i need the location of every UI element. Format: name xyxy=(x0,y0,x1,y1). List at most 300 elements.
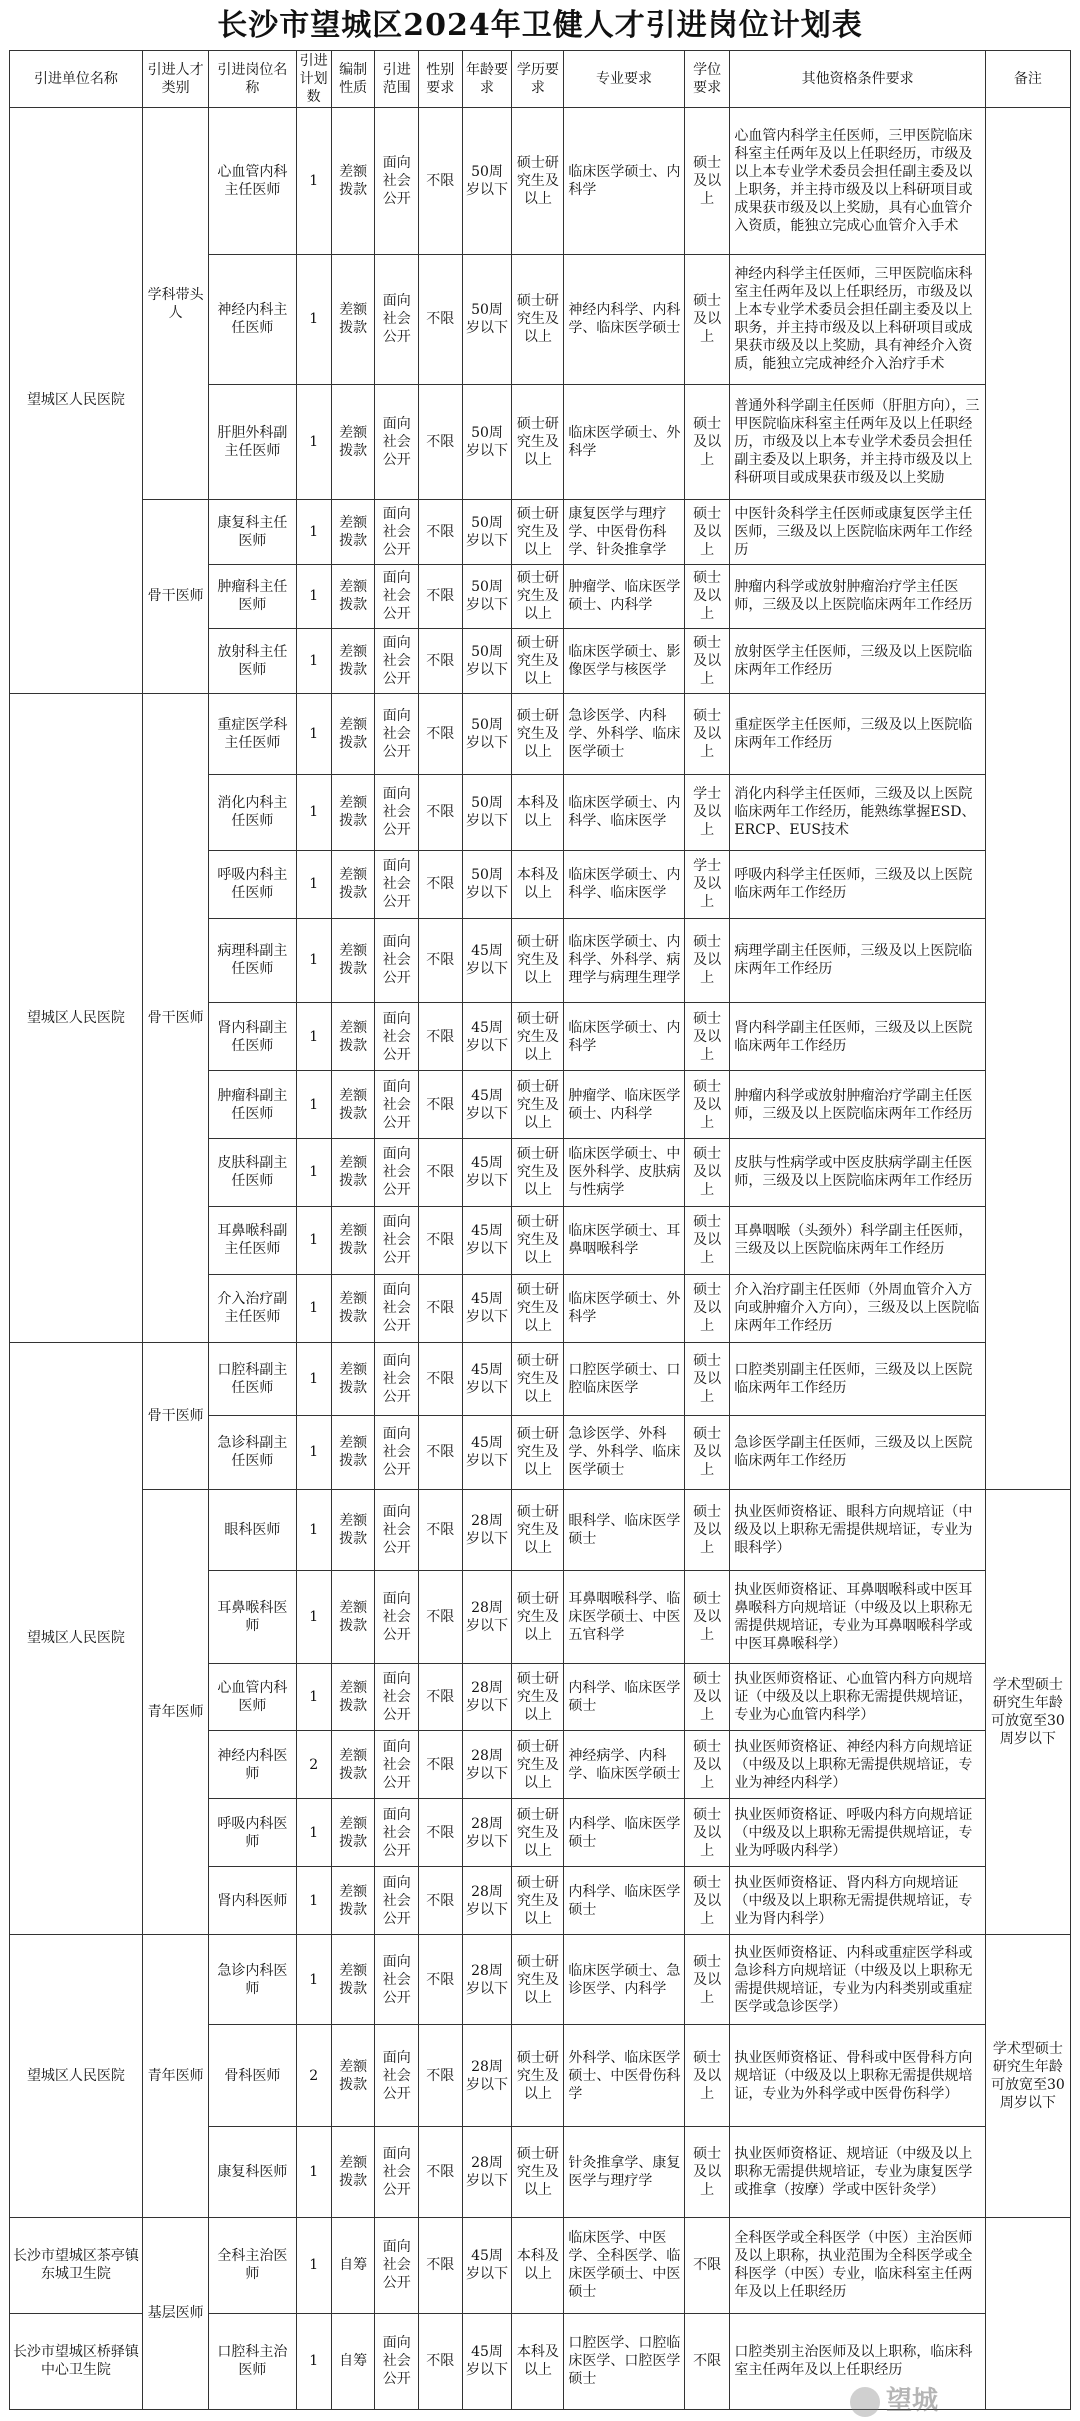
requirements-cell: 口腔类别主治医师及以上职称，临床科室主任两年及以上任职经历 xyxy=(730,2313,985,2409)
category-cell: 骨干医师 xyxy=(142,500,208,693)
account-logo-icon xyxy=(850,2387,880,2417)
number-cell: 1 xyxy=(296,2217,331,2313)
header-cell: 编制性质 xyxy=(331,51,375,108)
requirements-cell: 执业医师资格证、内科或重症医学科或急诊科方向规培证（中级及以上职称无需提供规培证，专业为内科类别或重症医学或急诊医学） xyxy=(730,1934,985,2024)
requirements-cell: 口腔类别副主任医师，三级及以上医院临床两年工作经历 xyxy=(730,1342,985,1415)
post-cell: 眼科医师 xyxy=(209,1489,296,1570)
gender-cell: 不限 xyxy=(419,1731,463,1799)
education-cell: 本科及以上 xyxy=(512,850,564,918)
staffing-cell: 差额拨款 xyxy=(331,1663,375,1731)
age-cell: 45周岁以下 xyxy=(462,1342,512,1415)
unit-cell: 长沙市望城区茶亭镇东城卫生院 xyxy=(10,2217,143,2313)
staffing-cell: 差额拨款 xyxy=(331,1003,375,1071)
major-cell: 口腔医学硕士、口腔临床医学 xyxy=(564,1342,684,1415)
age-cell: 50周岁以下 xyxy=(462,500,512,564)
major-cell: 急诊医学、外科学、外科学、临床医学硕士 xyxy=(564,1416,684,1489)
table-row xyxy=(10,2217,1071,2313)
header-cell: 引进单位名称 xyxy=(10,51,143,108)
gender-cell: 不限 xyxy=(419,1799,463,1867)
watermark: 望城 xyxy=(850,2380,938,2417)
age-cell: 28周岁以下 xyxy=(462,1731,512,1799)
category-cell: 骨干医师 xyxy=(142,1342,208,1489)
gender-cell: 不限 xyxy=(419,384,463,499)
age-cell: 50周岁以下 xyxy=(462,564,512,628)
gender-cell: 不限 xyxy=(419,1071,463,1139)
number-cell: 1 xyxy=(296,2127,331,2217)
number-cell: 1 xyxy=(296,850,331,918)
age-cell: 28周岁以下 xyxy=(462,1867,512,1935)
header-cell: 引进计划数 xyxy=(296,51,331,108)
major-cell: 临床医学、中医学、全科医学、临床医学硕士、中医硕士 xyxy=(564,2217,684,2313)
number-cell: 1 xyxy=(296,1570,331,1663)
staffing-cell: 差额拨款 xyxy=(331,693,375,774)
major-cell: 内科学、临床医学硕士 xyxy=(564,1799,684,1867)
age-cell: 50周岁以下 xyxy=(462,693,512,774)
scope-cell: 面向社会公开 xyxy=(375,1139,419,1207)
post-cell: 介入治疗副主任医师 xyxy=(209,1274,296,1342)
education-cell: 硕士研究生及以上 xyxy=(512,1342,564,1415)
number-cell: 1 xyxy=(296,775,331,851)
post-cell: 耳鼻喉科副主任医师 xyxy=(209,1206,296,1274)
post-cell: 心血管内科医师 xyxy=(209,1663,296,1731)
age-cell: 45周岁以下 xyxy=(462,1003,512,1071)
table-title: 长沙市望城区2024年卫健人才引进岗位计划表 xyxy=(217,8,863,43)
number-cell: 1 xyxy=(296,1206,331,1274)
post-cell: 呼吸内科主任医师 xyxy=(209,850,296,918)
staffing-cell: 差额拨款 xyxy=(331,918,375,1003)
degree-cell: 硕士及以上 xyxy=(684,1139,730,1207)
age-cell: 50周岁以下 xyxy=(462,108,512,255)
degree-cell: 硕士及以上 xyxy=(684,1274,730,1342)
post-cell: 肿瘤科副主任医师 xyxy=(209,1071,296,1139)
requirements-cell: 消化内科学主任医师，三级及以上医院临床两年工作经历，能熟练掌握ESD、ERCP、EUS技术 xyxy=(730,775,985,851)
table-row xyxy=(10,108,1071,255)
scope-cell: 面向社会公开 xyxy=(375,2025,419,2127)
category-cell: 青年医师 xyxy=(142,1934,208,2217)
age-cell: 50周岁以下 xyxy=(462,254,512,384)
requirements-cell: 普通外科学副主任医师（肝胆方向），三甲医院临床科室主任两年及以上任职经历，市级及以上本专业学术委员会担任副主委及以上职务，并主持市级及以上科研项目或成果获市级及以上奖励 xyxy=(730,384,985,499)
age-cell: 45周岁以下 xyxy=(462,918,512,1003)
gender-cell: 不限 xyxy=(419,1003,463,1071)
education-cell: 硕士研究生及以上 xyxy=(512,1570,564,1663)
staffing-cell: 差额拨款 xyxy=(331,850,375,918)
degree-cell: 硕士及以上 xyxy=(684,1071,730,1139)
major-cell: 康复医学与理疗学、中医骨伤科学、针灸推拿学 xyxy=(564,500,684,564)
education-cell: 硕士研究生及以上 xyxy=(512,1867,564,1935)
post-cell: 全科主治医师 xyxy=(209,2217,296,2313)
age-cell: 50周岁以下 xyxy=(462,850,512,918)
scope-cell: 面向社会公开 xyxy=(375,1731,419,1799)
staffing-cell: 差额拨款 xyxy=(331,1206,375,1274)
major-cell: 临床医学硕士、内科学 xyxy=(564,1003,684,1071)
post-cell: 口腔科副主任医师 xyxy=(209,1342,296,1415)
scope-cell: 面向社会公开 xyxy=(375,1934,419,2024)
age-cell: 28周岁以下 xyxy=(462,1799,512,1867)
scope-cell: 面向社会公开 xyxy=(375,1570,419,1663)
post-cell: 皮肤科副主任医师 xyxy=(209,1139,296,1207)
unit-cell: 望城区人民医院 xyxy=(10,693,143,1342)
major-cell: 临床医学硕士、影像医学与核医学 xyxy=(564,629,684,693)
major-cell: 眼科学、临床医学硕士 xyxy=(564,1489,684,1570)
gender-cell: 不限 xyxy=(419,1274,463,1342)
degree-cell: 硕士及以上 xyxy=(684,1003,730,1071)
education-cell: 硕士研究生及以上 xyxy=(512,629,564,693)
scope-cell: 面向社会公开 xyxy=(375,1416,419,1489)
age-cell: 28周岁以下 xyxy=(462,2025,512,2127)
major-cell: 针灸推拿学、康复医学与理疗学 xyxy=(564,2127,684,2217)
post-cell: 急诊内科医师 xyxy=(209,1934,296,2024)
number-cell: 1 xyxy=(296,1663,331,1731)
gender-cell: 不限 xyxy=(419,1342,463,1415)
gender-cell: 不限 xyxy=(419,1489,463,1570)
education-cell: 硕士研究生及以上 xyxy=(512,2025,564,2127)
age-cell: 45周岁以下 xyxy=(462,1139,512,1207)
major-cell: 临床医学硕士、内科学 xyxy=(564,108,684,255)
table-row xyxy=(10,693,1071,774)
gender-cell: 不限 xyxy=(419,1206,463,1274)
number-cell: 1 xyxy=(296,1867,331,1935)
number-cell: 1 xyxy=(296,384,331,499)
education-cell: 硕士研究生及以上 xyxy=(512,108,564,255)
header-cell: 学历要求 xyxy=(512,51,564,108)
post-cell: 耳鼻喉科医师 xyxy=(209,1570,296,1663)
degree-cell: 硕士及以上 xyxy=(684,1934,730,2024)
staffing-cell: 差额拨款 xyxy=(331,108,375,255)
education-cell: 硕士研究生及以上 xyxy=(512,1416,564,1489)
post-cell: 消化内科主任医师 xyxy=(209,775,296,851)
requirements-cell: 皮肤与性病学或中医皮肤病学副主任医师，三级及以上医院临床两年工作经历 xyxy=(730,1139,985,1207)
staffing-cell: 自筹 xyxy=(331,2313,375,2409)
age-cell: 45周岁以下 xyxy=(462,1416,512,1489)
degree-cell: 硕士及以上 xyxy=(684,1206,730,1274)
age-cell: 45周岁以下 xyxy=(462,1274,512,1342)
education-cell: 硕士研究生及以上 xyxy=(512,1274,564,1342)
header-cell: 专业要求 xyxy=(564,51,684,108)
number-cell: 1 xyxy=(296,564,331,628)
scope-cell: 面向社会公开 xyxy=(375,254,419,384)
staffing-cell: 差额拨款 xyxy=(331,1071,375,1139)
education-cell: 本科及以上 xyxy=(512,2217,564,2313)
requirements-cell: 执业医师资格证、肾内科方向规培证（中级及以上职称无需提供规培证，专业为肾内科学） xyxy=(730,1867,985,1935)
number-cell: 1 xyxy=(296,1071,331,1139)
requirements-cell: 病理学副主任医师，三级及以上医院临床两年工作经历 xyxy=(730,918,985,1003)
header-cell: 引进人才类别 xyxy=(142,51,208,108)
major-cell: 肿瘤学、临床医学硕士、内科学 xyxy=(564,1071,684,1139)
degree-cell: 硕士及以上 xyxy=(684,1799,730,1867)
degree-cell: 硕士及以上 xyxy=(684,500,730,564)
degree-cell: 硕士及以上 xyxy=(684,1731,730,1799)
requirements-cell: 执业医师资格证、耳鼻咽喉科或中医耳鼻喉科方向规培证（中级及以上职称无需提供规培证，专业为耳鼻咽喉科学或中医耳鼻喉科学） xyxy=(730,1570,985,1663)
age-cell: 50周岁以下 xyxy=(462,384,512,499)
category-cell: 骨干医师 xyxy=(142,693,208,1342)
requirements-cell: 心血管内科学主任医师，三甲医院临床科室主任两年及以上任职经历，市级及以上本专业学术委员会担任副主委及以上职务，并主持市级及以上科研项目或成果获市级及以上奖励，具有心血管介入资质，能独立完成心血管介入手术 xyxy=(730,108,985,255)
header-cell: 备注 xyxy=(985,51,1070,108)
post-cell: 病理科副主任医师 xyxy=(209,918,296,1003)
number-cell: 1 xyxy=(296,693,331,774)
major-cell: 临床医学硕士、中医外科学、皮肤病与性病学 xyxy=(564,1139,684,1207)
table-row xyxy=(10,1489,1071,1570)
header-cell: 性别要求 xyxy=(419,51,463,108)
post-cell: 急诊科副主任医师 xyxy=(209,1416,296,1489)
recruitment-plan-table xyxy=(9,50,1071,2410)
major-cell: 急诊医学、内科学、外科学、临床医学硕士 xyxy=(564,693,684,774)
gender-cell: 不限 xyxy=(419,629,463,693)
scope-cell: 面向社会公开 xyxy=(375,775,419,851)
age-cell: 50周岁以下 xyxy=(462,629,512,693)
staffing-cell: 差额拨款 xyxy=(331,1139,375,1207)
education-cell: 硕士研究生及以上 xyxy=(512,1003,564,1071)
requirements-cell: 重症医学主任医师，三级及以上医院临床两年工作经历 xyxy=(730,693,985,774)
note-cell: 学术型硕士研究生年龄可放宽至30周岁以下 xyxy=(985,1489,1070,1934)
scope-cell: 面向社会公开 xyxy=(375,108,419,255)
degree-cell: 不限 xyxy=(684,2313,730,2409)
education-cell: 硕士研究生及以上 xyxy=(512,1139,564,1207)
age-cell: 45周岁以下 xyxy=(462,1206,512,1274)
gender-cell: 不限 xyxy=(419,918,463,1003)
header-cell: 其他资格条件要求 xyxy=(730,51,985,108)
education-cell: 硕士研究生及以上 xyxy=(512,2127,564,2217)
scope-cell: 面向社会公开 xyxy=(375,1003,419,1071)
major-cell: 临床医学硕士、内科学、临床医学 xyxy=(564,850,684,918)
number-cell: 1 xyxy=(296,629,331,693)
requirements-cell: 执业医师资格证、心血管内科方向规培证（中级及以上职称无需提供规培证，专业为心血管内科学） xyxy=(730,1663,985,1731)
gender-cell: 不限 xyxy=(419,2127,463,2217)
number-cell: 1 xyxy=(296,1489,331,1570)
staffing-cell: 差额拨款 xyxy=(331,1274,375,1342)
education-cell: 硕士研究生及以上 xyxy=(512,693,564,774)
education-cell: 硕士研究生及以上 xyxy=(512,254,564,384)
post-cell: 康复科主任医师 xyxy=(209,500,296,564)
requirements-cell: 耳鼻咽喉（头颈外）科学副主任医师，三级及以上医院临床两年工作经历 xyxy=(730,1206,985,1274)
major-cell: 神经病学、内科学、临床医学硕士 xyxy=(564,1731,684,1799)
number-cell: 1 xyxy=(296,2313,331,2409)
degree-cell: 硕士及以上 xyxy=(684,384,730,499)
scope-cell: 面向社会公开 xyxy=(375,2217,419,2313)
gender-cell: 不限 xyxy=(419,108,463,255)
degree-cell: 硕士及以上 xyxy=(684,629,730,693)
category-cell: 学科带头人 xyxy=(142,108,208,500)
staffing-cell: 差额拨款 xyxy=(331,2025,375,2127)
age-cell: 28周岁以下 xyxy=(462,1570,512,1663)
degree-cell: 硕士及以上 xyxy=(684,1489,730,1570)
degree-cell: 学士及以上 xyxy=(684,850,730,918)
number-cell: 1 xyxy=(296,254,331,384)
age-cell: 45周岁以下 xyxy=(462,2313,512,2409)
age-cell: 28周岁以下 xyxy=(462,1934,512,2024)
header-row xyxy=(10,51,1071,108)
scope-cell: 面向社会公开 xyxy=(375,1663,419,1731)
gender-cell: 不限 xyxy=(419,1139,463,1207)
education-cell: 硕士研究生及以上 xyxy=(512,564,564,628)
header-cell: 学位要求 xyxy=(684,51,730,108)
unit-cell: 望城区人民医院 xyxy=(10,108,143,694)
degree-cell: 硕士及以上 xyxy=(684,108,730,255)
staffing-cell: 差额拨款 xyxy=(331,1934,375,2024)
major-cell: 神经内科学、内科学、临床医学硕士 xyxy=(564,254,684,384)
post-cell: 呼吸内科医师 xyxy=(209,1799,296,1867)
degree-cell: 硕士及以上 xyxy=(684,918,730,1003)
requirements-cell: 肿瘤内科学或放射肿瘤治疗学主任医师，三级及以上医院临床两年工作经历 xyxy=(730,564,985,628)
major-cell: 临床医学硕士、外科学 xyxy=(564,1274,684,1342)
major-cell: 口腔医学、口腔临床医学、口腔医学硕士 xyxy=(564,2313,684,2409)
staffing-cell: 自筹 xyxy=(331,2217,375,2313)
degree-cell: 硕士及以上 xyxy=(684,1416,730,1489)
requirements-cell: 肾内科学副主任医师，三级及以上医院临床两年工作经历 xyxy=(730,1003,985,1071)
staffing-cell: 差额拨款 xyxy=(331,775,375,851)
number-cell: 1 xyxy=(296,108,331,255)
gender-cell: 不限 xyxy=(419,500,463,564)
number-cell: 1 xyxy=(296,1274,331,1342)
post-cell: 口腔科主治医师 xyxy=(209,2313,296,2409)
education-cell: 本科及以上 xyxy=(512,775,564,851)
scope-cell: 面向社会公开 xyxy=(375,1274,419,1342)
education-cell: 硕士研究生及以上 xyxy=(512,918,564,1003)
staffing-cell: 差额拨款 xyxy=(331,1867,375,1935)
number-cell: 1 xyxy=(296,1934,331,2024)
staffing-cell: 差额拨款 xyxy=(331,1570,375,1663)
scope-cell: 面向社会公开 xyxy=(375,500,419,564)
unit-cell: 长沙市望城区桥驿镇中心卫生院 xyxy=(10,2313,143,2409)
staffing-cell: 差额拨款 xyxy=(331,1731,375,1799)
gender-cell: 不限 xyxy=(419,775,463,851)
age-cell: 28周岁以下 xyxy=(462,1489,512,1570)
education-cell: 硕士研究生及以上 xyxy=(512,1663,564,1731)
scope-cell: 面向社会公开 xyxy=(375,384,419,499)
post-cell: 骨科医师 xyxy=(209,2025,296,2127)
table-row xyxy=(10,1342,1071,1415)
scope-cell: 面向社会公开 xyxy=(375,2313,419,2409)
degree-cell: 学士及以上 xyxy=(684,775,730,851)
degree-cell: 硕士及以上 xyxy=(684,693,730,774)
gender-cell: 不限 xyxy=(419,850,463,918)
education-cell: 硕士研究生及以上 xyxy=(512,1934,564,2024)
requirements-cell: 急诊医学副主任医师，三级及以上医院临床两年工作经历 xyxy=(730,1416,985,1489)
post-cell: 放射科主任医师 xyxy=(209,629,296,693)
staffing-cell: 差额拨款 xyxy=(331,1799,375,1867)
number-cell: 1 xyxy=(296,1799,331,1867)
post-cell: 心血管内科主任医师 xyxy=(209,108,296,255)
degree-cell: 硕士及以上 xyxy=(684,1342,730,1415)
category-cell: 青年医师 xyxy=(142,1489,208,1934)
table-row xyxy=(10,500,1071,564)
scope-cell: 面向社会公开 xyxy=(375,850,419,918)
staffing-cell: 差额拨款 xyxy=(331,1489,375,1570)
note-cell xyxy=(985,108,1070,1490)
gender-cell: 不限 xyxy=(419,564,463,628)
requirements-cell: 执业医师资格证、规培证（中级及以上职称无需提供规培证，专业为康复医学或推拿（按摩）学或中医针灸学） xyxy=(730,2127,985,2217)
gender-cell: 不限 xyxy=(419,1663,463,1731)
requirements-cell: 执业医师资格证、呼吸内科方向规培证（中级及以上职称无需提供规培证，专业为呼吸内科学） xyxy=(730,1799,985,1867)
table-row xyxy=(10,1934,1071,2024)
gender-cell: 不限 xyxy=(419,1867,463,1935)
scope-cell: 面向社会公开 xyxy=(375,629,419,693)
degree-cell: 硕士及以上 xyxy=(684,1570,730,1663)
major-cell: 内科学、临床医学硕士 xyxy=(564,1663,684,1731)
age-cell: 28周岁以下 xyxy=(462,1663,512,1731)
gender-cell: 不限 xyxy=(419,1934,463,2024)
gender-cell: 不限 xyxy=(419,693,463,774)
staffing-cell: 差额拨款 xyxy=(331,564,375,628)
scope-cell: 面向社会公开 xyxy=(375,1206,419,1274)
requirements-cell: 神经内科学主任医师，三甲医院临床科室主任两年及以上任职经历，市级及以上本专业学术委员会担任副主委及以上职务，并主持市级及以上科研项目或成果获市级及以上奖励，具有神经介入资质，能独立完成神经介入治疗手术 xyxy=(730,254,985,384)
degree-cell: 硕士及以上 xyxy=(684,564,730,628)
requirements-cell: 执业医师资格证、神经内科方向规培证（中级及以上职称无需提供规培证，专业为神经内科学） xyxy=(730,1731,985,1799)
number-cell: 2 xyxy=(296,2025,331,2127)
major-cell: 内科学、临床医学硕士 xyxy=(564,1867,684,1935)
staffing-cell: 差额拨款 xyxy=(331,629,375,693)
staffing-cell: 差额拨款 xyxy=(331,1416,375,1489)
major-cell: 肿瘤学、临床医学硕士、内科学 xyxy=(564,564,684,628)
gender-cell: 不限 xyxy=(419,1570,463,1663)
scope-cell: 面向社会公开 xyxy=(375,918,419,1003)
education-cell: 硕士研究生及以上 xyxy=(512,500,564,564)
requirements-cell: 中医针灸科学主任医师或康复医学主任医师，三级及以上医院临床两年工作经历 xyxy=(730,500,985,564)
age-cell: 45周岁以下 xyxy=(462,2217,512,2313)
header-cell: 引进岗位名称 xyxy=(209,51,296,108)
scope-cell: 面向社会公开 xyxy=(375,1867,419,1935)
post-cell: 重症医学科主任医师 xyxy=(209,693,296,774)
staffing-cell: 差额拨款 xyxy=(331,2127,375,2217)
post-cell: 肿瘤科主任医师 xyxy=(209,564,296,628)
education-cell: 硕士研究生及以上 xyxy=(512,1731,564,1799)
scope-cell: 面向社会公开 xyxy=(375,1489,419,1570)
major-cell: 外科学、临床医学硕士、中医骨伤科学 xyxy=(564,2025,684,2127)
gender-cell: 不限 xyxy=(419,254,463,384)
scope-cell: 面向社会公开 xyxy=(375,693,419,774)
major-cell: 临床医学硕士、内科学、外科学、病理学与病理生理学 xyxy=(564,918,684,1003)
post-cell: 肾内科医师 xyxy=(209,1867,296,1935)
scope-cell: 面向社会公开 xyxy=(375,564,419,628)
staffing-cell: 差额拨款 xyxy=(331,254,375,384)
number-cell: 1 xyxy=(296,918,331,1003)
age-cell: 28周岁以下 xyxy=(462,2127,512,2217)
note-cell xyxy=(985,2217,1070,2409)
gender-cell: 不限 xyxy=(419,2025,463,2127)
category-cell: 基层医师 xyxy=(142,2217,208,2409)
degree-cell: 硕士及以上 xyxy=(684,2127,730,2217)
number-cell: 1 xyxy=(296,1139,331,1207)
degree-cell: 硕士及以上 xyxy=(684,1867,730,1935)
education-cell: 硕士研究生及以上 xyxy=(512,1206,564,1274)
major-cell: 耳鼻咽喉科学、临床医学硕士、中医五官科学 xyxy=(564,1570,684,1663)
education-cell: 本科及以上 xyxy=(512,2313,564,2409)
requirements-cell: 执业医师资格证、眼科方向规培证（中级及以上职称无需提供规培证，专业为眼科学） xyxy=(730,1489,985,1570)
number-cell: 2 xyxy=(296,1731,331,1799)
age-cell: 50周岁以下 xyxy=(462,775,512,851)
requirements-cell: 放射医学主任医师，三级及以上医院临床两年工作经历 xyxy=(730,629,985,693)
degree-cell: 不限 xyxy=(684,2217,730,2313)
education-cell: 硕士研究生及以上 xyxy=(512,384,564,499)
age-cell: 45周岁以下 xyxy=(462,1071,512,1139)
header-cell: 年龄要求 xyxy=(462,51,512,108)
major-cell: 临床医学硕士、急诊医学、内科学 xyxy=(564,1934,684,2024)
scope-cell: 面向社会公开 xyxy=(375,1342,419,1415)
requirements-cell: 肿瘤内科学或放射肿瘤治疗学副主任医师，三级及以上医院临床两年工作经历 xyxy=(730,1071,985,1139)
gender-cell: 不限 xyxy=(419,1416,463,1489)
education-cell: 硕士研究生及以上 xyxy=(512,1489,564,1570)
post-cell: 肝胆外科副主任医师 xyxy=(209,384,296,499)
table-body xyxy=(10,108,1071,2410)
staffing-cell: 差额拨款 xyxy=(331,384,375,499)
staffing-cell: 差额拨款 xyxy=(331,1342,375,1415)
post-cell: 神经内科主任医师 xyxy=(209,254,296,384)
requirements-cell: 执业医师资格证、骨科或中医骨科方向规培证（中级及以上职称无需提供规培证，专业为外科学或中医骨伤科学） xyxy=(730,2025,985,2127)
education-cell: 硕士研究生及以上 xyxy=(512,1071,564,1139)
gender-cell: 不限 xyxy=(419,2313,463,2409)
post-cell: 康复科医师 xyxy=(209,2127,296,2217)
number-cell: 1 xyxy=(296,500,331,564)
education-cell: 硕士研究生及以上 xyxy=(512,1799,564,1867)
